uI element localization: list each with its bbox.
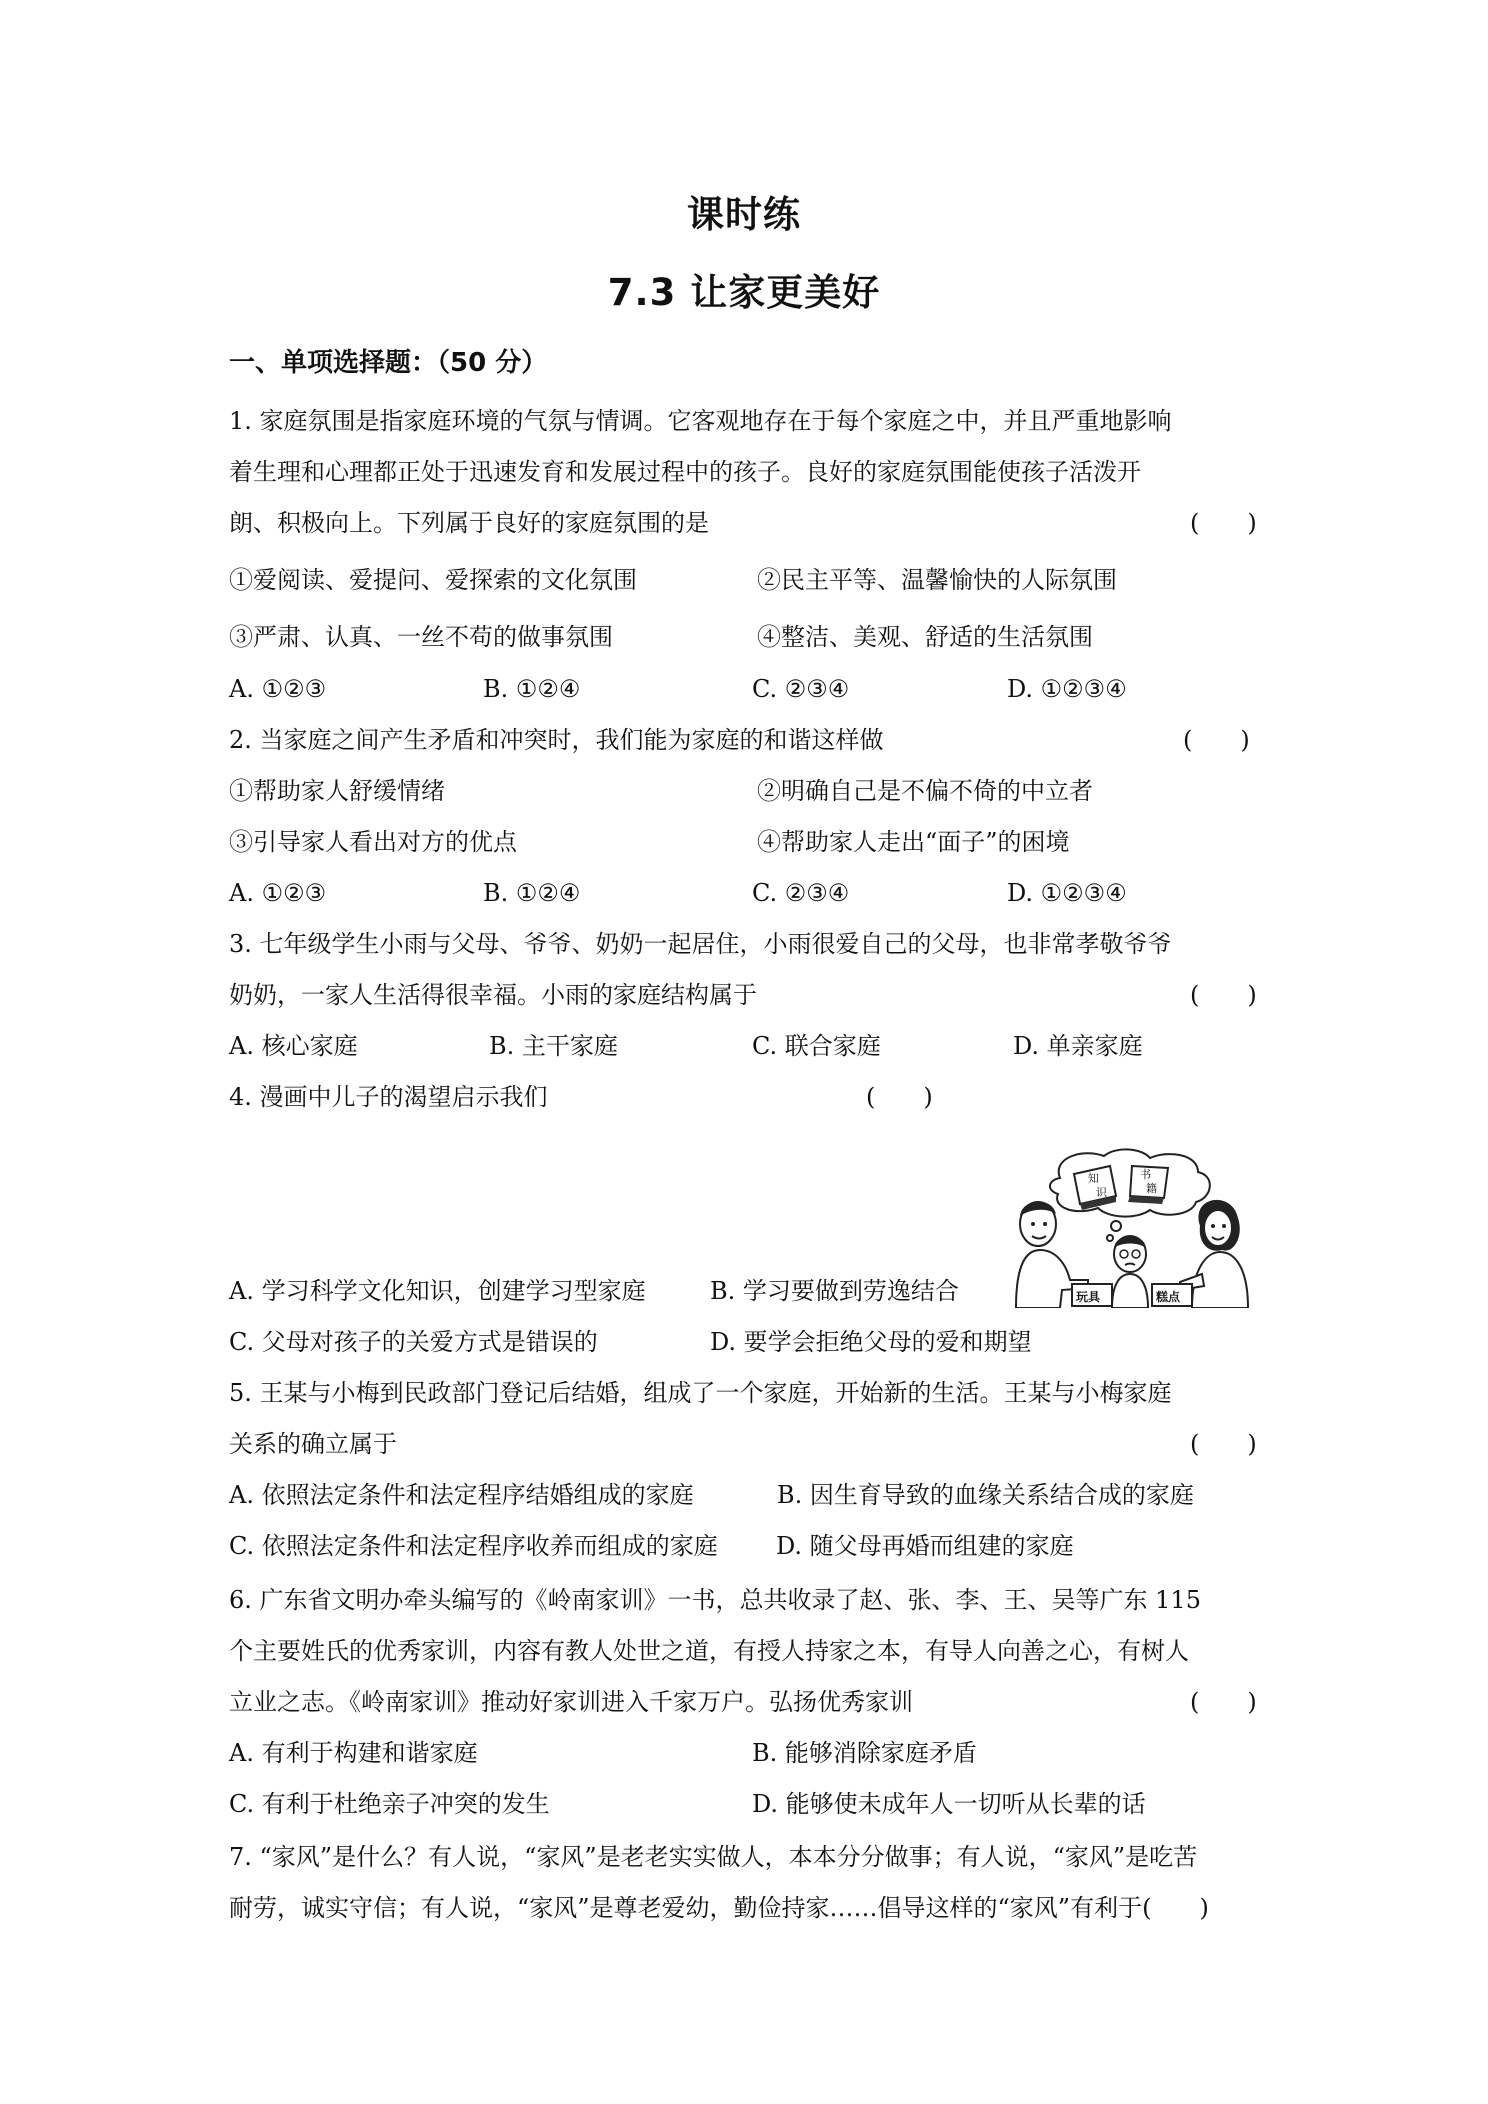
q5-option-a: A. 依照法定条件和法定程序结婚组成的家庭 [229,1481,694,1509]
q2-item-3: ③引导家人看出对方的优点 [229,828,517,856]
q3-line-2: 奶奶，一家人生活得很幸福。小雨的家庭结构属于 [229,981,757,1009]
q1-option-b: B. ①②④ [483,675,581,703]
q4-answer-blank: ( ) [866,1083,933,1111]
box-snacks-label: 糕点 [1156,1290,1181,1304]
cartoon-illustration [1012,1146,1250,1308]
son-figure [1112,1236,1148,1308]
q5-option-b: B. 因生育导致的血缘关系结合成的家庭 [777,1481,1194,1509]
q5-line-2: 关系的确立属于 [229,1430,397,1458]
q1-line-3: 朗、积极向上。下列属于良好的家庭氛围的是 [229,509,709,537]
q1-item-3: ③严肃、认真、一丝不苟的做事氛围 [229,623,613,651]
book-knowledge [1074,1166,1116,1210]
q2-option-d: D. ①②③④ [1007,879,1127,907]
q1-option-d: D. ①②③④ [1007,675,1127,703]
q6-option-b: B. 能够消除家庭矛盾 [752,1739,977,1767]
q5-answer-blank: ( ) [1190,1430,1257,1458]
q2-item-4: ④帮助家人走出“面子”的困境 [757,828,1070,856]
q1-line-2: 着生理和心理都正处于迅速发育和发展过程中的孩子。良好的家庭氛围能使孩子活泼开 [229,458,1141,486]
q3-option-b: B. 主干家庭 [489,1032,618,1060]
q4-option-a: A. 学习科学文化知识，创建学习型家庭 [229,1277,646,1305]
book-books-label-1: 书 [1140,1168,1151,1181]
q1-option-a: A. ①②③ [229,675,327,703]
q6-answer-blank: ( ) [1190,1688,1257,1716]
q4-line-1: 4. 漫画中儿子的渴望启示我们 [229,1083,548,1111]
q3-option-d: D. 单亲家庭 [1013,1032,1143,1060]
book-books-label-2: 籍 [1146,1182,1157,1195]
q2-item-2: ②明确自己是不偏不倚的中立者 [757,777,1093,805]
q2-answer-blank: ( ) [1183,726,1250,754]
q6-line-1: 6. 广东省文明办牵头编写的《岭南家训》一书，总共收录了赵、张、李、王、吴等广东 115 [229,1586,1201,1614]
q6-option-a: A. 有利于构建和谐家庭 [229,1739,478,1767]
book-knowledge-label-2: 识 [1096,1186,1107,1199]
q4-option-d: D. 要学会拒绝父母的爱和期望 [710,1328,1032,1356]
section-heading: 一、单项选择题：（50 分） [229,348,548,378]
box-toys [1072,1284,1112,1306]
q1-answer-blank: ( ) [1190,509,1257,537]
q1-line-1: 1. 家庭氛围是指家庭环境的气氛与情调。它客观地存在于每个家庭之中，并且严重地影响 [229,407,1172,435]
book-knowledge-label-1: 知 [1088,1172,1099,1185]
q1-item-2: ②民主平等、温馨愉快的人际氛围 [757,566,1117,594]
q2-option-a: A. ①②③ [229,879,327,907]
box-toys-label: 玩具 [1076,1290,1101,1304]
q2-item-1: ①帮助家人舒缓情绪 [229,777,445,805]
q2-line-1: 2. 当家庭之间产生矛盾和冲突时，我们能为家庭的和谐这样做 [229,726,884,754]
q6-line-3: 立业之志。《岭南家训》推动好家训进入千家万户。弘扬优秀家训 [229,1688,913,1716]
q3-option-a: A. 核心家庭 [229,1032,358,1060]
q6-option-d: D. 能够使未成年人一切听从长辈的话 [752,1790,1146,1818]
q3-answer-blank: ( ) [1190,981,1257,1009]
q3-option-c: C. 联合家庭 [752,1032,881,1060]
book-books [1128,1166,1168,1204]
q4-option-c: C. 父母对孩子的关爱方式是错误的 [229,1328,598,1356]
q5-line-1: 5. 王某与小梅到民政部门登记后结婚，组成了一个家庭，开始新的生活。王某与小梅家庭 [229,1379,1172,1407]
q6-option-c: C. 有利于杜绝亲子冲突的发生 [229,1790,550,1818]
q5-option-c: C. 依照法定条件和法定程序收养而组成的家庭 [229,1532,718,1560]
q2-option-c: C. ②③④ [752,879,850,907]
box-snacks [1152,1284,1192,1306]
q6-line-2: 个主要姓氏的优秀家训，内容有教人处世之道，有授人持家之本，有导人向善之心，有树人 [229,1637,1189,1665]
q5-option-d: D. 随父母再婚而组建的家庭 [776,1532,1074,1560]
page-title: 课时练 [687,193,801,236]
q1-option-c: C. ②③④ [752,675,850,703]
q3-line-1: 3. 七年级学生小雨与父母、爷爷、奶奶一起居住，小雨很爱自己的父母，也非常孝敬爷爷 [229,930,1172,958]
q4-option-b: B. 学习要做到劳逸结合 [710,1277,959,1305]
q7-line-1: 7. “家风”是什么？有人说，“家风”是老老实实做人，本本分分做事；有人说，“家风”是吃苦 [229,1843,1198,1871]
q1-item-4: ④整洁、美观、舒适的生活氛围 [757,623,1093,651]
page-subtitle: 7.3 让家更美好 [607,271,881,314]
q7-line-2: 耐劳，诚实守信；有人说，“家风”是尊老爱幼，勤俭持家……倡导这样的“家风”有利于( ) [229,1894,1209,1922]
q1-item-1: ①爱阅读、爱提问、爱探索的文化氛围 [229,566,637,594]
q2-option-b: B. ①②④ [483,879,581,907]
